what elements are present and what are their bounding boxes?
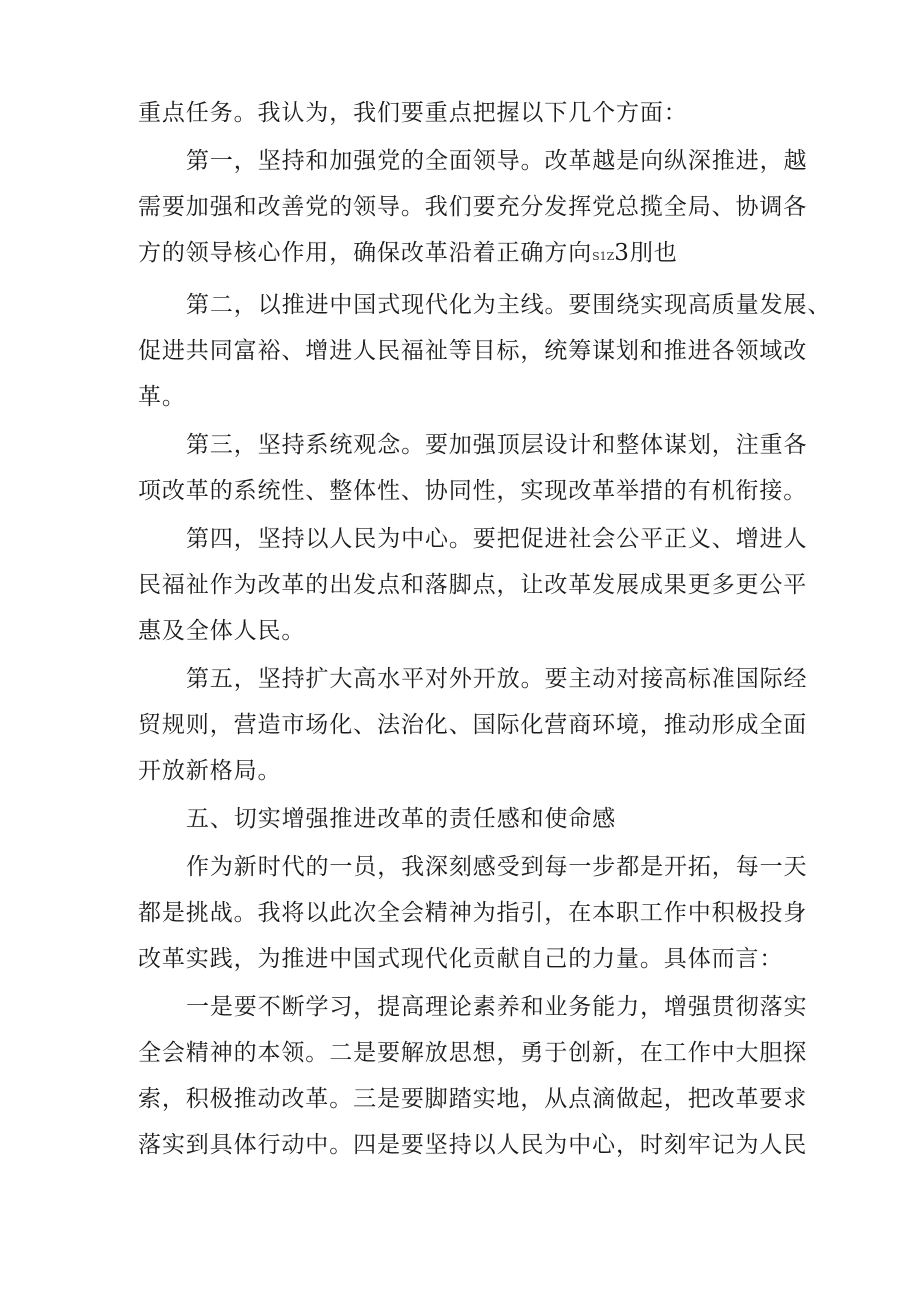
paragraph-personal-reflection xyxy=(138,844,808,982)
paragraph-fifth-point xyxy=(138,656,808,794)
text-segment: 方的领导核心作用，确保改革沿着正确方向 xyxy=(138,240,593,266)
text-line: 索，积极推动改革。三是要脚踏实地，从点滴做起，把改革要求 xyxy=(138,1086,808,1112)
text-line: 第四，坚持以人民为中心。要把促进社会公平正义、增进人 xyxy=(186,526,808,552)
text-line: 落实到具体行动中。四是要坚持以人民为中心，时刻牢记为人民 xyxy=(138,1132,808,1158)
text-line: 第五，坚持扩大高水平对外开放。要主动对接高标准国际经 xyxy=(186,666,808,692)
paragraph-third-point xyxy=(138,422,808,514)
paragraph-action-items xyxy=(138,984,808,1168)
text-line: 都是挑战。我将以此次全会精神为指引，在本职工作中积极投身 xyxy=(138,900,808,926)
text-line: 民福祉作为改革的出发点和落脚点，让改革发展成果更多更公平 xyxy=(138,572,808,598)
text-line: 项改革的系统性、整体性、协同性，实现改革举措的有机衔接。 xyxy=(138,478,808,504)
ocr-artifact: S1Z xyxy=(592,250,615,263)
text-line: 第二，以推进中国式现代化为主线。要围绕实现高质量发展、 xyxy=(186,292,832,318)
text-line: 惠及全体人民。 xyxy=(138,618,306,644)
document-page xyxy=(138,90,832,1168)
text-line: 开放新格局。 xyxy=(138,758,282,784)
paragraph-fourth-point xyxy=(138,516,808,654)
text-line: 第三，坚持系统观念。要加强顶层设计和整体谋划，注重各 xyxy=(186,432,808,458)
paragraph-second-point xyxy=(138,282,832,420)
text-segment: 3刖也 xyxy=(614,240,678,266)
section-heading xyxy=(138,796,798,842)
paragraph-first-point xyxy=(138,138,808,280)
text-line: 需要加强和改善党的领导。我们要充分发挥党总揽全局、协调各 xyxy=(138,194,808,220)
text-line xyxy=(138,230,798,280)
text-line: 革。 xyxy=(138,384,186,410)
text-line: 作为新时代的一员，我深刻感受到每一步都是开拓，每一天 xyxy=(186,854,808,880)
text-line: 全会精神的本领。二是要解放思想，勇于创新，在工作中大胆探 xyxy=(138,1040,808,1066)
text-line: 贸规则，营造市场化、法治化、国际化营商环境，推动形成全面 xyxy=(138,712,808,738)
section-heading-text: 五、切实增强推进改革的责任感和使命感 xyxy=(186,806,617,832)
text-line: 重点任务。我认为，我们要重点把握以下几个方面： xyxy=(138,100,688,126)
paragraph-intro xyxy=(138,90,798,136)
text-line: 第一，坚持和加强党的全面领导。改革越是向纵深推进，越 xyxy=(186,148,808,174)
text-line: 一是要不断学习，提高理论素养和业务能力，增强贯彻落实 xyxy=(186,994,808,1020)
text-line: 改革实践，为推进中国式现代化贡献自己的力量。具体而言： xyxy=(138,946,784,972)
text-line: 促进共同富裕、增进人民福祉等目标，统筹谋划和推进各领域改 xyxy=(138,338,808,364)
